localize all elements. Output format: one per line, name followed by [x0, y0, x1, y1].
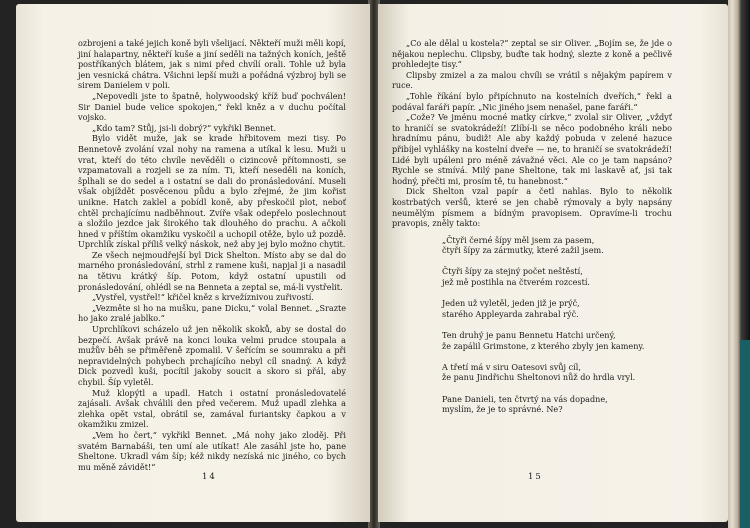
paragraph: „Vem ho čert,“ vykřikl Bennet. „Má nohy jako zloděj. Při svatém Barnabáši, ten umí ale utíkat! Ale zasáhl jste ho, pane Sheltone. Ukradl vám šíp; kéž nikdy nezíská nic jiného, co bych mu měně závidět!“ [78, 429, 346, 472]
right-page-text [392, 38, 672, 425]
poem-line: starého Appleyarda zahrabal rýč. [442, 308, 579, 319]
poem-line: jež mě postihla na čtverém rozcestí. [442, 277, 590, 288]
poem-stanza [442, 330, 672, 351]
poem-stanza [442, 266, 672, 287]
paragraph: „Nepovedli jste to špatně, holywoodský kříž buď pochválen! Sir Daniel bude velice spokojen,“ řekl kněz a v duchu počítal vojsko. [78, 90, 346, 123]
paragraph: „Tohle říkání bylo připíchnuto na kostelních dveřích,“ řekl a podával faráři papír. „Nic jiného jsem nenašel, pane faráři.“ [392, 90, 672, 112]
left-page-number: 14 [202, 472, 217, 482]
paragraph: „Co ale dělal u kostela?“ zeptal se sir Oliver. „Bojím se, že jde o nějakou neplechu. Clipsby, buďte tak hodný, slezte z koně a pečlivě prohledejte tisy.“ [392, 38, 672, 70]
poem [392, 235, 672, 415]
left-page [16, 4, 370, 522]
right-page [378, 4, 728, 522]
poem-line: „Čtyři černé šípy měl jsem za pasem, [442, 234, 595, 245]
paragraph: Dick Shelton vzal papír a četl nahlas. Bylo to několik kostrbatých veršů, které se jen chabě rýmovaly a byly napsány neumělým písmem a bídným pravopisem. Opravíme-li trochu pravopis, zněly takto: [392, 186, 672, 229]
poem-stanza [442, 362, 672, 383]
poem-line: Pane Danieli, ten čtvrtý na vás dopadne, [442, 393, 608, 404]
poem-stanza [442, 394, 672, 415]
paragraph: „Kdo tam? Stůj, jsi-li dobrý?“ vykřikl Bennet. [92, 122, 277, 133]
paragraph: Clipsby zmizel a za malou chvíli se vrátil s nějakým papírem v ruce. [392, 69, 672, 91]
right-page-number: 15 [528, 472, 543, 482]
poem-line: Ten druhý je panu Bennetu Hatchi určený, [442, 330, 616, 341]
poem-stanza [442, 235, 672, 256]
paragraph: „Vystřel, vystřel!“ křičel kněz s krvežíznivou zuřivostí. [92, 292, 314, 303]
poem-line: čtyři šípy za zármutky, které zažil jsem. [442, 245, 604, 256]
book-cover-band [740, 340, 750, 528]
paragraph: „Cože? Ve jménu mocné matky církve,“ zvolal sir Oliver, „vždyť to hraničí se svatokrádeží! Zlíbí-li se něco podobného králi nebo hradnímu pánu, budiž! Ale aby každý pobuda v zelené hazuce přibíjel vyhlášky na kostelní dveře — ne, to hraničí se svatokrádeží! Lidé byli upáleni pro méně závažné věci. Ale co je tam napsáno? Rychle se stmívá. Milý pane Sheltone, tak mi laskavě ať, jsi tak hodný, přečti mi, prosím tě, tu hanebnost.“ [392, 112, 672, 186]
paragraph: Bylo vidět muže, jak se krade hřbitovem mezi tisy. Po Bennetově zvolání vzal nohy na ramena a utíkal k lesu. Muži u vrat, kteří do této chvíle nevěděli o cizincově přítomnosti, se vzpamatovali a rozjeli se za ním. Ti, kteří neseděli na koních, šplhali se do sedel a i ostatní se dali do pronásledování. Museli však objíždět posvěcenou půdu a bylo zřejmé, že jim kořist unikne. Hatch zaklel a pobídl koně, aby přeskočil plot, neboť chtěl prchajícímu nadběhnout. Zvíře však odepřelo poslechnout a složilo jezdce jak širokého tak dlouhého do prachu. A ačkoli hned v příštím okamžiku vyskočil a uchopil otěže, bylo už pozdě. Uprchlík získal příliš velký náskok, než aby jej bylo možno chytit. [78, 133, 346, 250]
poem-stanza [442, 298, 672, 319]
poem-line: Čtyři šípy za stejný počet neštěstí, [442, 266, 583, 277]
poem-line: že panu Jindřichu Sheltonovi nůž do hrdla vryl. [442, 372, 636, 383]
poem-line: A třetí má v siru Oatesovi svůj cíl, [442, 361, 581, 372]
left-page-text [78, 38, 346, 472]
poem-line: Jeden už vyletěl, jeden již je prýč, [442, 298, 580, 309]
paragraph: Ze všech nejmoudřejší byl Dick Shelton. Místo aby se dal do marného pronásledování, strhl z ramene kuši, napjal ji a nasadil na tětivu krátký šíp. Potom, když ostatní upustili od pronásledování, ohlédl se na Benneta a zeptal se, má-li vystřelit. [78, 249, 346, 292]
paragraph: „Vezměte si ho na mušku, pane Dicku,“ volal Bennet. „Srazte ho jako zralé jablko.“ [78, 302, 346, 324]
poem-line: že zapálil Grimstone, z kterého zbyly jen kameny. [442, 340, 645, 351]
poem-line: myslím, že je to správné. Ne? [442, 404, 563, 415]
paragraph: ozbrojeni a také jejich koně byli všelijací. Někteří muži měli kopí, jiní halapartny, někteří kuše a jiní seděli na tažných koních, ještě postříkaných blátem, jak s nimi před chvílí orali. Tohle už byla jen vesnická chátra. Všichni lepší muži a pořádná výzbroj byli se sirem Danielem v poli. [78, 38, 346, 91]
paragraph: Uprchlíkovi scházelo už jen několik skoků, aby se dostal do bezpečí. Avšak právě na konci louka velmi prudce stoupala a mužův běh se přiměřeně zpomalil. V šeřícím se soumraku a při nepravidelných pohybech prchajícího nebyl cíl snadný. A když Dick pozvedl kuši, pocítil jakoby soucit a skoro si přál, aby chybil. Šíp vyletěl. [78, 324, 346, 387]
paragraph: Muž klopýtl a upadl. Hatch i ostatní pronásledovatelé zajásali. Avšak chválili den před večerem. Muž upadl zlehka a zlehka opět vstal, obrátil se, zamával furiantsky čapkou a v okamžiku zmizel. [78, 387, 346, 430]
